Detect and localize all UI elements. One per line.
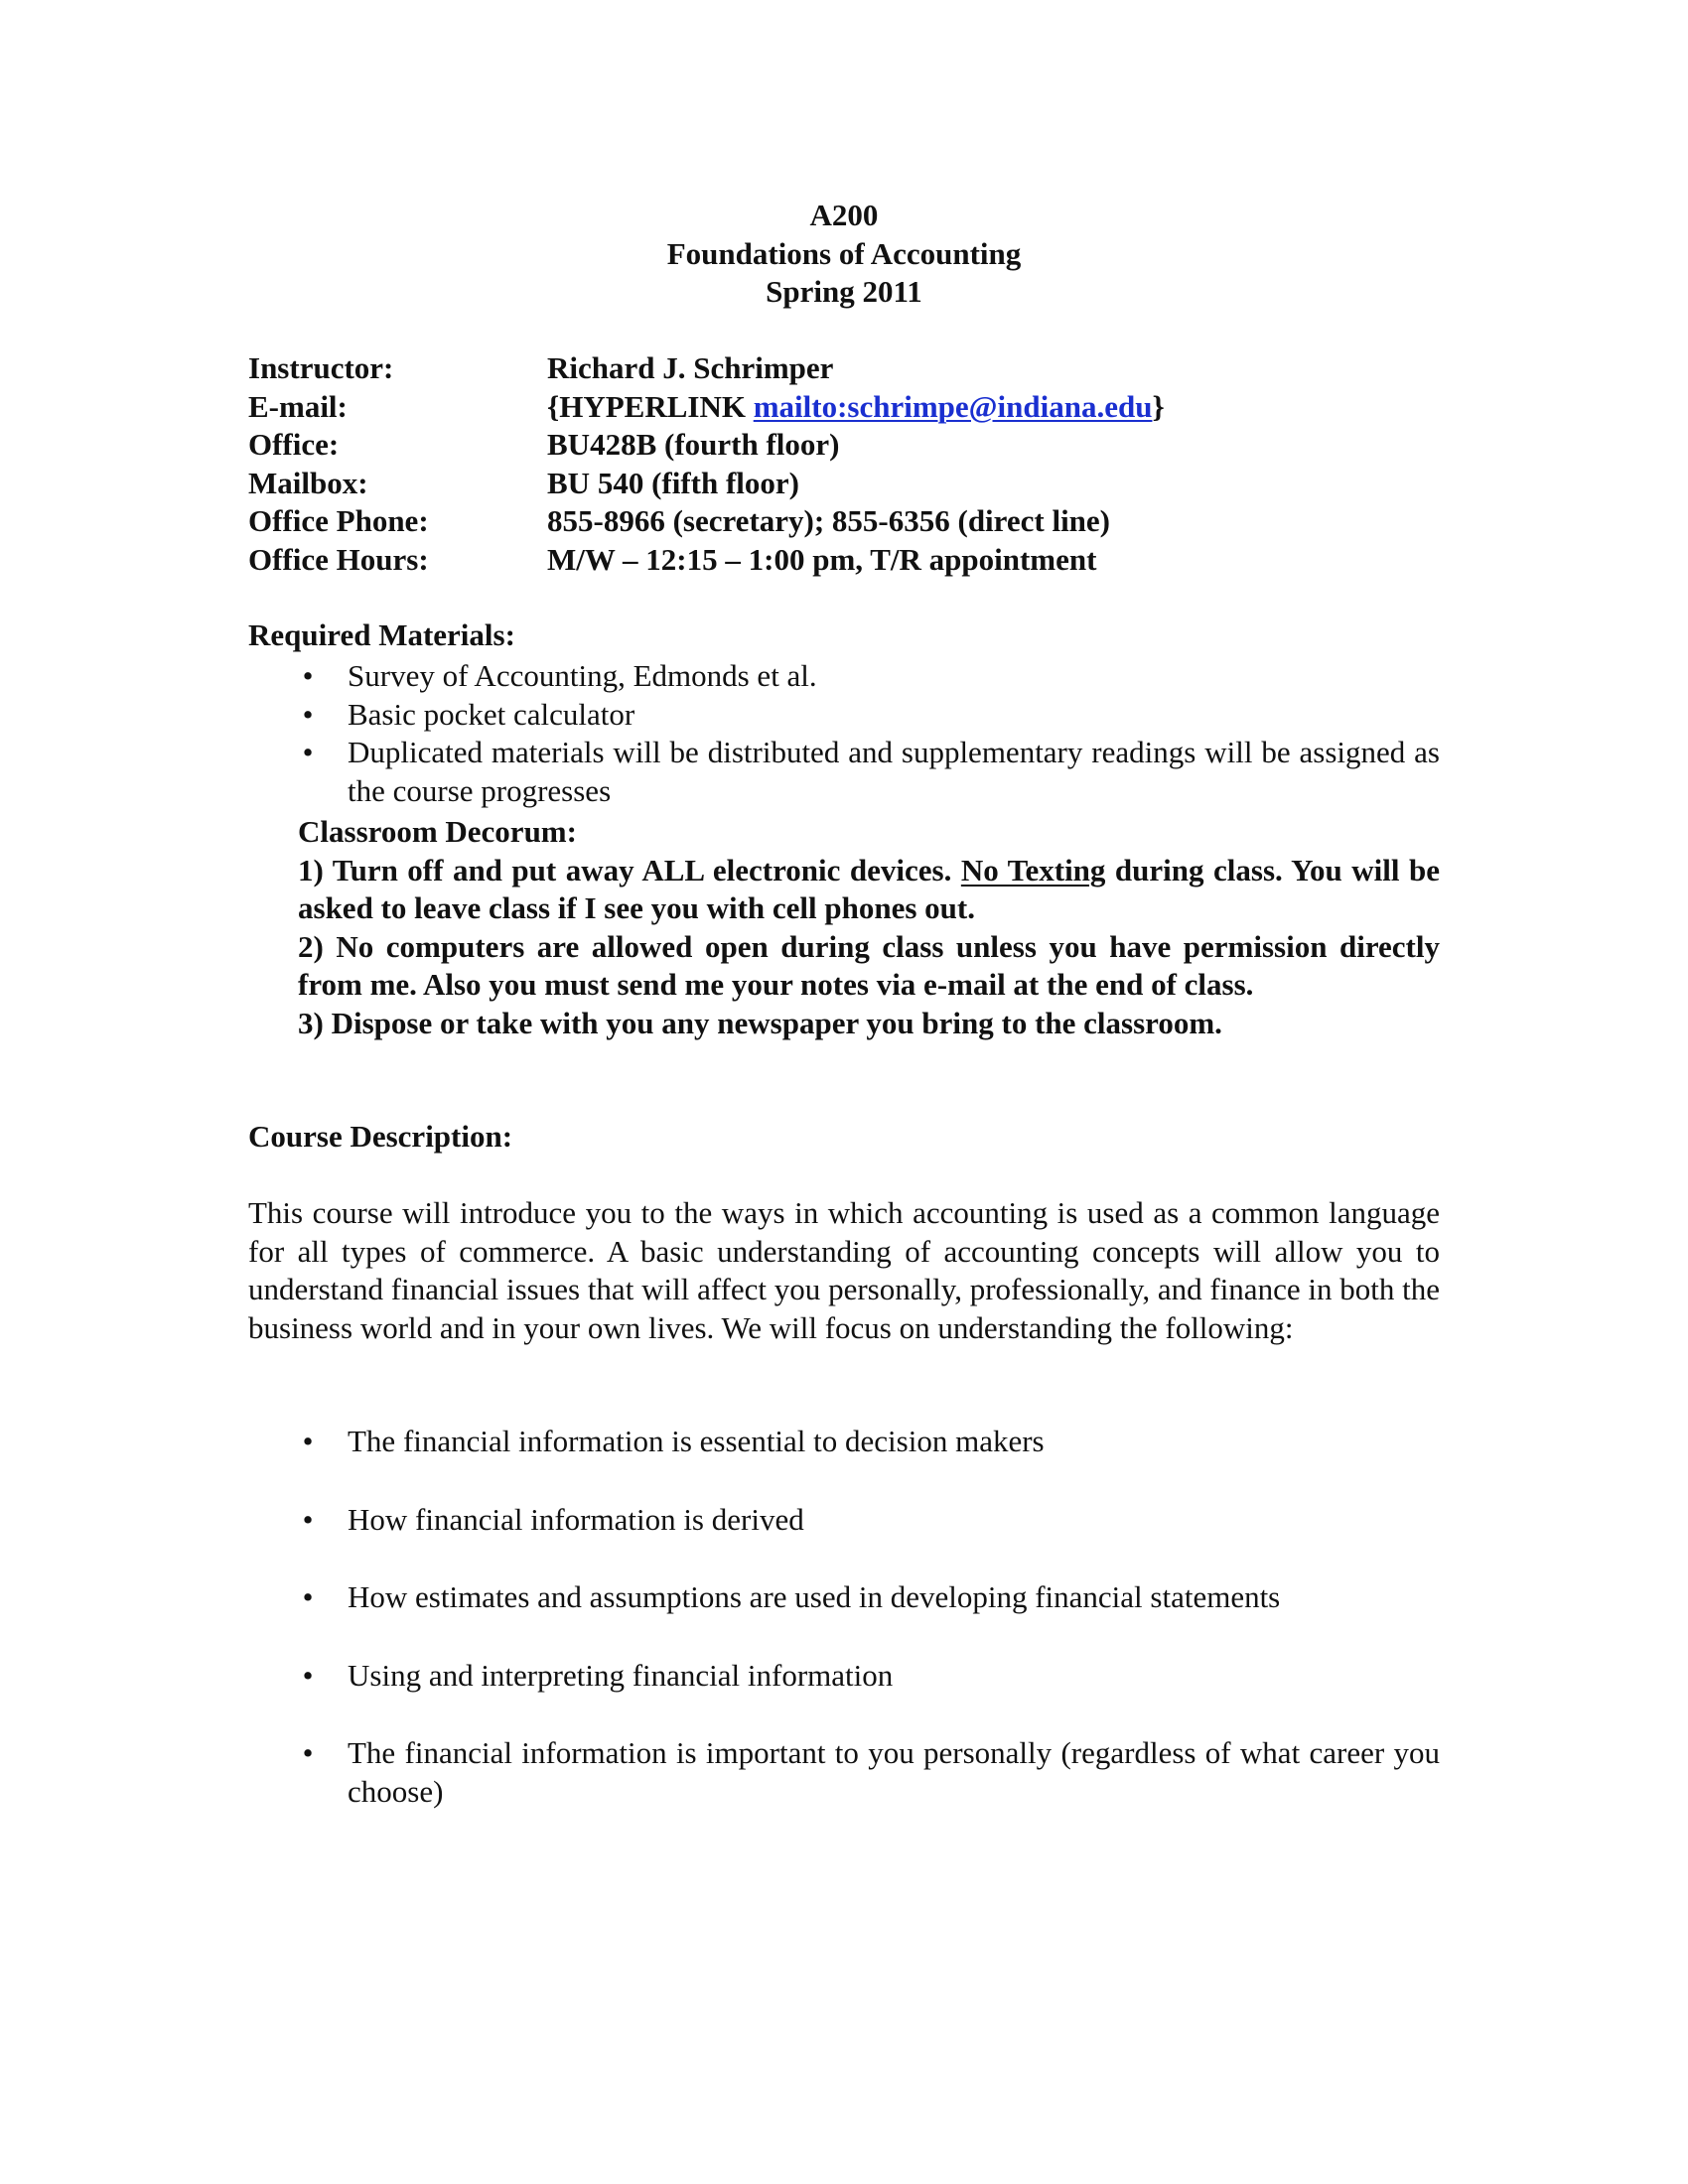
list-item	[248, 1657, 1440, 1696]
email-prefix: {HYPERLINK	[547, 388, 754, 424]
hours-row	[248, 541, 1165, 580]
rule1-start: 1) Turn off and put away ALL electronic devices.	[298, 852, 961, 887]
decorum-rule-3: 3) Dispose or take with you any newspaper you bring to the classroom.	[298, 1005, 1222, 1040]
materials-heading: Required Materials:	[248, 617, 515, 652]
mailbox-value: BU 540 (fifth floor)	[547, 465, 799, 500]
no-texting-emphasis: No Texting	[960, 852, 1106, 887]
materials-list	[248, 657, 1440, 810]
material-text: Basic pocket calculator	[348, 696, 635, 732]
course-title: Foundations of Accounting	[666, 235, 1022, 271]
bullet-icon: •	[302, 1501, 314, 1537]
bullet-icon: •	[302, 658, 314, 693]
contact-info	[248, 349, 1165, 579]
point-text: How estimates and assumptions are used in developing financial statements	[348, 1579, 1281, 1614]
classroom-decorum	[298, 813, 1440, 1042]
mailbox-label: Mailbox:	[248, 465, 368, 500]
hours-value: M/W – 12:15 – 1:00 pm, T/R appointment	[547, 541, 1097, 577]
office-value: BU428B (fourth floor)	[547, 427, 840, 462]
bullet-icon: •	[302, 696, 314, 732]
list-item	[248, 734, 1440, 810]
decorum-rule-2: 2) No computers are allowed open during class unless you have permission directly from me. Also you must send me your notes via e-mail at the end of class.	[298, 928, 1440, 1002]
instructor-label: Instructor:	[248, 350, 394, 385]
point-text: Using and interpreting financial information	[348, 1657, 894, 1693]
email-label: E-mail:	[248, 388, 348, 424]
learning-points-list	[248, 1423, 1440, 1850]
phone-label: Office Phone:	[248, 503, 429, 538]
phone-row	[248, 502, 1165, 541]
bullet-icon: •	[302, 735, 314, 769]
description-body: This course will introduce you to the ways in which accounting is used as a common language for all types of commerce. A basic understanding of accounting concepts will allow you to understand financial issues that will affect you personally, professionally, and finance in both the business world and in your own lives. We will focus on understanding the following:	[248, 1195, 1440, 1345]
list-item	[248, 1501, 1440, 1540]
email-value	[547, 388, 1165, 427]
bullet-icon: •	[302, 1579, 314, 1614]
material-text: Survey of Accounting, Edmonds et al.	[348, 658, 817, 693]
instructor-row	[248, 349, 1165, 388]
point-text: How financial information is derived	[348, 1501, 804, 1537]
bullet-icon: •	[302, 1657, 314, 1693]
point-text: The financial information is essential to decision makers	[348, 1424, 1045, 1458]
course-term: Spring 2011	[766, 274, 922, 309]
phone-value: 855-8966 (secretary); 855-6356 (direct line)	[547, 503, 1111, 538]
office-row	[248, 426, 1165, 465]
description-heading: Course Description:	[248, 1119, 513, 1154]
office-label: Office:	[248, 427, 340, 462]
list-item	[248, 696, 1440, 735]
email-row	[248, 388, 1165, 427]
material-text: Duplicated materials will be distributed and supplementary readings will be assigned as the course progresses	[348, 735, 1440, 808]
point-text: The financial information is important to you personally (regardless of what career you choose)	[348, 1735, 1440, 1809]
hours-label: Office Hours:	[248, 541, 429, 577]
course-header	[0, 197, 1688, 312]
rule1-end: during class. You will be asked to leave class if I see you with cell phones out.	[298, 852, 1440, 925]
decorum-heading: Classroom Decorum:	[298, 814, 577, 849]
bullet-icon: •	[302, 1735, 314, 1770]
email-link[interactable]: mailto:schrimpe@indiana.edu	[753, 388, 1153, 424]
list-item	[248, 1734, 1440, 1811]
instructor-value: Richard J. Schrimper	[547, 350, 834, 385]
list-item	[248, 657, 1440, 696]
mailbox-row	[248, 465, 1165, 503]
list-item	[248, 1423, 1440, 1461]
bullet-icon: •	[302, 1424, 314, 1458]
decorum-rule-1	[298, 852, 1440, 928]
course-code: A200	[809, 198, 879, 232]
email-suffix: }	[1152, 388, 1165, 424]
list-item	[248, 1578, 1440, 1617]
